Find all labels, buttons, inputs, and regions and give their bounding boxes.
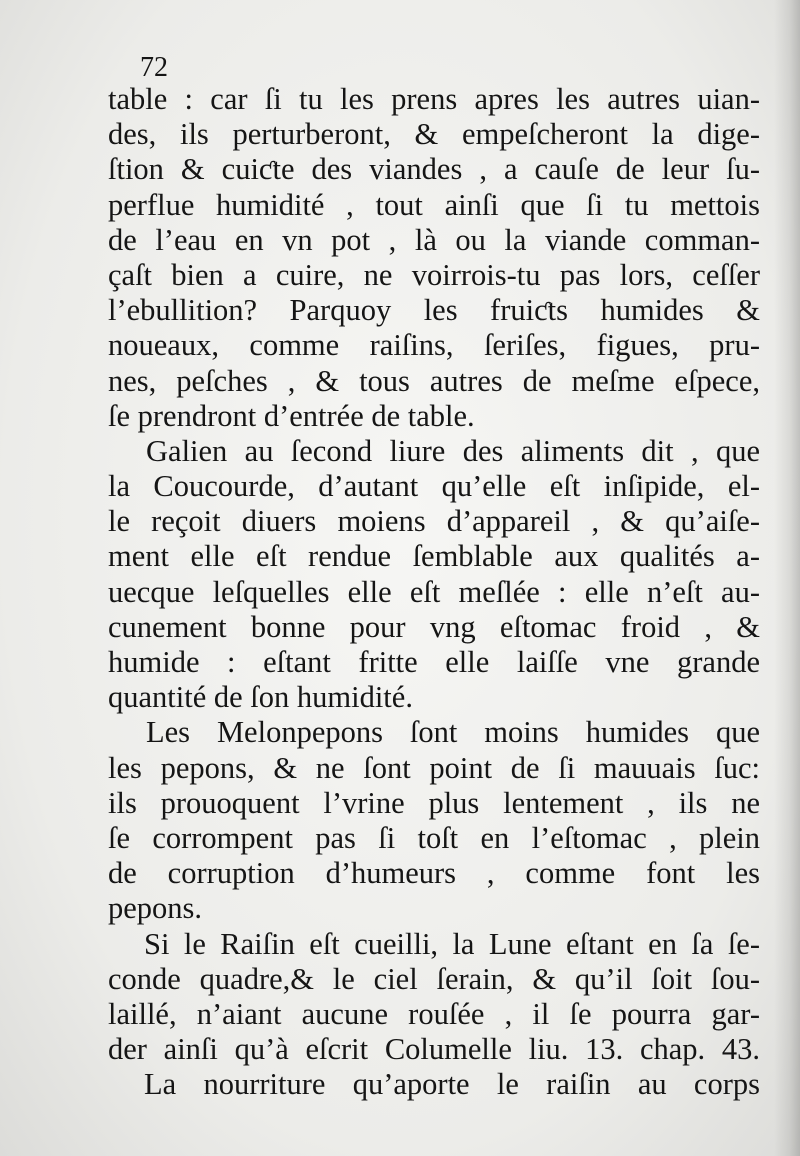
paragraph-start-line: Les Melonpepons ſont moins humides que: [146, 715, 760, 750]
paragraph-start-line: Galien au ſecond liure des aliments dit , que: [146, 433, 760, 468]
text-line: uecque leſquelles elle eſt meſlée : elle n’eſt au-: [108, 574, 760, 609]
text-line: çaſt bien a cuire, ne voirrois-tu pas lors, ceſſer: [108, 257, 760, 292]
text-line: conde quadre,& le ciel ſerain, & qu’il ſoit ſou-: [108, 961, 760, 996]
paragraph-start-line: La nourriture qu’aporte le raiſin au corps: [144, 1067, 760, 1102]
text-line: perflue humidité , tout ainſi que ſi tu mettois: [108, 187, 760, 222]
text-line: der ainſi qu’à eſcrit Columelle liu. 13. chap. 43.: [108, 1032, 760, 1067]
text-line: nes, peſches , & tous autres de meſme eſpece,: [108, 363, 760, 398]
paragraph-start-line: Si le Raiſin eſt cueilli, la Lune eſtant en ſa ſe-: [144, 926, 760, 961]
body-text: [108, 82, 760, 1102]
text-line: ſtion & cuiƈte des viandes , a cauſe de leur ſu-: [108, 152, 760, 187]
text-line: les pepons, & ne ſont point de ſi mauuais ſuc:: [108, 750, 760, 785]
text-line: ſe corrompent pas ſi toſt en l’eſtomac , plein: [108, 820, 760, 855]
text-line: noueaux, comme raiſins, ſeriſes, figues, pru-: [108, 328, 760, 363]
text-line: de corruption d’humeurs , comme font les: [108, 856, 760, 891]
text-line: ils prouoquent l’vrine plus lentement , ils ne: [108, 785, 760, 820]
text-line: table : car ſi tu les prens apres les autres uian-: [108, 82, 760, 116]
text-line: ſe prendront d’entrée de table.: [108, 398, 475, 433]
text-line: pepons.: [108, 891, 203, 926]
text-line: laillé, n’aiant aucune rouſée , il ſe pourra gar-: [108, 996, 760, 1031]
text-line: l’ebullition? Parquoy les fruiƈts humides &: [108, 293, 760, 328]
text-line: le reçoit diuers moiens d’appareil , & qu’aiſe-: [108, 504, 760, 539]
text-line: la Coucourde, d’autant qu’elle eſt inſipide, el-: [108, 469, 760, 504]
page-gutter-shadow: [774, 0, 800, 1156]
text-line: ment elle eſt rendue ſemblable aux qualités a-: [108, 539, 760, 574]
page-number: 72: [140, 52, 168, 83]
text-line: humide : eſtant fritte elle laiſſe vne grande: [108, 645, 760, 679]
text-line: des, ils perturberont, & empeſcheront la dige-: [108, 117, 760, 152]
text-line: de l’eau en vn pot , là ou la viande comman-: [108, 222, 760, 257]
text-line: quantité de ſon humidité.: [108, 680, 413, 715]
text-line: cunement bonne pour vng eſtomac froid , &: [108, 609, 760, 644]
